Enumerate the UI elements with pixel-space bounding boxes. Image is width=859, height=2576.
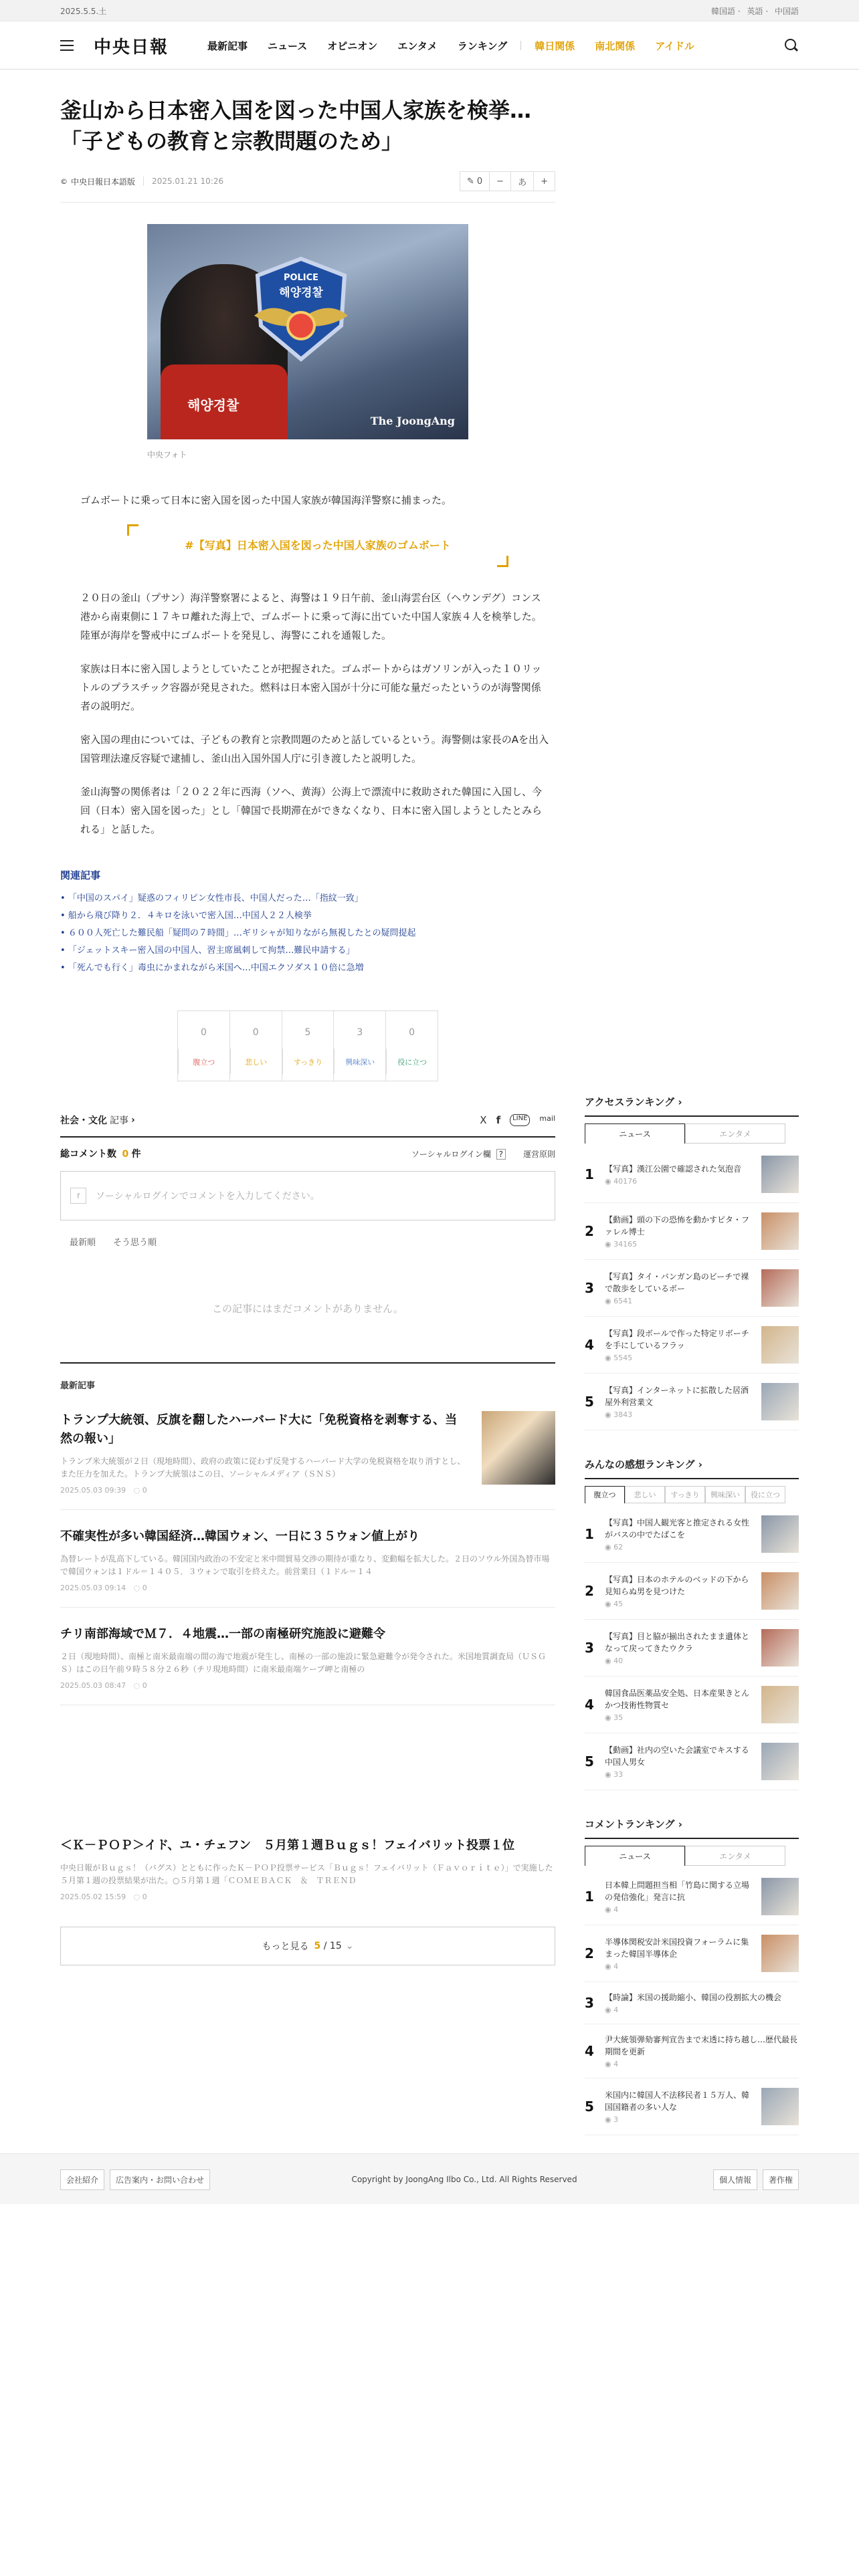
emblem-text-ko: 해양경찰	[279, 286, 323, 300]
emotion-ranking-tabs	[585, 1486, 785, 1503]
comments-empty-message: この記事にはまだコメントがありません。	[60, 1255, 555, 1364]
reaction-label: 興味深い	[334, 1049, 385, 1074]
comment-icon: ◌	[133, 1681, 140, 1690]
rank-title[interactable]: 【動画】社内の空いた会議室でキスする中国人男女	[605, 1745, 749, 1767]
rank-title[interactable]: 【写真】漢江公園で確認された気泡音	[605, 1164, 742, 1174]
rank-text	[605, 1630, 755, 1665]
rank-title[interactable]: 【写真】日本のホテルのベッドの下から見知らぬ男を見つけた	[605, 1575, 749, 1596]
rank-text	[605, 1936, 755, 1971]
rank-views	[605, 1240, 755, 1249]
nav-news[interactable]: ニュース	[268, 39, 308, 52]
article-column	[60, 95, 555, 1965]
article-lead: ゴムボートに乗って日本に密入国を図った中国人家族が韓国海洋警察に捕まった。	[80, 494, 452, 506]
rank-number: 2	[585, 1583, 594, 1599]
rank-view-count: 40	[613, 1656, 624, 1665]
rank-view-count: 3	[613, 2115, 619, 2124]
section-category[interactable]: 社会・文化	[60, 1115, 107, 1126]
comment-icon: ◌	[133, 1486, 140, 1495]
lang-chinese[interactable]: 中国語	[774, 6, 799, 16]
rank-text	[605, 1163, 755, 1186]
rank-view-count: 34165	[613, 1240, 638, 1249]
rank-number: 4	[585, 2043, 594, 2059]
rank-title[interactable]: 尹大統領弾劾審判宣告まで末透に持ち越し…歴代最長期間を更新	[605, 2035, 798, 2056]
photo-vest-text: 해양경찰	[187, 397, 240, 413]
rank-title[interactable]: 【写真】段ボールで作った特定リボーチを手にしているフラッ	[605, 1329, 749, 1350]
copyright-icon: ©	[60, 177, 68, 186]
emblem-text-en: POLICE	[283, 273, 319, 283]
news-item[interactable]	[60, 1411, 555, 1510]
ranking-item[interactable]	[585, 2078, 799, 2135]
total-pages: 15	[329, 1941, 342, 1951]
reaction-count: 0	[409, 1027, 415, 1038]
comment-ranking-list	[585, 1868, 799, 2135]
rank-view-count: 4	[613, 1962, 619, 1971]
article-paragraph: 家族は日本に密入国しようとしていたことが把握された。ゴムボートからはガソリンが入った１０リットルのプラスチック容器が発見された。燃料は日本密入国が十分に可能な量だったというのが海警関係者の説明だ。	[80, 663, 542, 712]
privacy-link[interactable]: 個人情報	[713, 2169, 757, 2190]
rank-title[interactable]: 【写真】インターネットに拡散した居酒屋外利営業文	[605, 1386, 749, 1407]
chevron-down-icon: ⌄	[345, 1941, 354, 1951]
article-tools	[460, 171, 555, 191]
rank-views	[605, 2006, 799, 2014]
article-headline: 釜山から日本密入国を図った中国人家族を検挙…「子どもの教育と宗教問題のため」	[60, 98, 532, 154]
byline	[60, 171, 555, 203]
rank-title[interactable]: 【時論】米国の援助縮小、韓国の役割拡大の機会	[605, 1993, 782, 2002]
news-summary: 為替レートが乱高下している。韓国国内政治の不安定と米中間貿易交渉の期待が重なり、変動幅を拡大した。２日のソウル外国為替市場で韓国ウォンは１ドル＝１４０５．３ウォンで取引を終えた。前営業日（１ドル＝１４	[60, 1554, 550, 1576]
rank-thumbnail[interactable]	[761, 1935, 799, 1972]
rank-text	[605, 2034, 799, 2068]
nav-latest[interactable]: 最新記事	[207, 39, 248, 52]
rank-view-count: 33	[613, 1770, 624, 1779]
rank-text	[605, 1744, 755, 1779]
reaction-sad[interactable]	[229, 1011, 282, 1081]
tab-sad[interactable]: 悲しい	[625, 1486, 665, 1503]
article-source	[60, 176, 135, 187]
photo-caption: 中央フォト	[147, 450, 187, 459]
rank-title[interactable]: 【写真】中国人観光客と推定される女性がバスの中でたばこを	[605, 1518, 750, 1539]
ranking-item[interactable]	[585, 1733, 799, 1790]
news-item[interactable]	[60, 1625, 555, 1705]
rank-title[interactable]: 米国内に韓国人不法移民者１５万人、韓国国籍者の多い人な	[605, 2090, 750, 2112]
comment-count: 0	[476, 176, 483, 187]
access-ranking-tabs	[585, 1123, 785, 1144]
reaction-count: 0	[252, 1027, 259, 1038]
tab-angry[interactable]: 腹立つ	[585, 1486, 625, 1503]
ranking-item[interactable]	[585, 1677, 799, 1733]
lang-korean[interactable]: 韓国語	[711, 6, 736, 16]
rank-view-count: 5545	[613, 1354, 633, 1362]
font-size-label[interactable]: あ	[510, 172, 533, 191]
comment-sort-tabs	[60, 1235, 555, 1248]
ranking-item[interactable]	[585, 1620, 799, 1677]
access-ranking-title[interactable]: アクセスランキング ›	[585, 1095, 799, 1117]
ranking-item[interactable]	[585, 2024, 799, 2078]
rank-view-count: 40176	[613, 1177, 638, 1186]
news-summary: 中央日報がＢｕｇｓ！（バグス）とともに作ったＫ－ＰＯＰ投票サービス「Ｂｕｇｓ！フェイバリット（Ｆａｖｏｒｉｔｅ）」で実施した５月第１週の投票結果が出た。○５月第１週「ＣＯＭＥＢＡＣＫ ＆ ＴＲＥＮＤ	[60, 1863, 553, 1885]
eye-icon: ◉	[605, 1713, 614, 1722]
rank-thumbnail[interactable]	[761, 1269, 799, 1307]
rank-title[interactable]: 【写真】タイ・バンガン島のビーチで裸で散歩をしているボー	[605, 1272, 749, 1293]
news-comment-count: 0	[142, 1584, 147, 1592]
tab-news[interactable]: ニュース	[585, 1846, 685, 1866]
reaction-label: 役に立つ	[386, 1049, 438, 1074]
current-page: 5	[314, 1941, 321, 1951]
news-meta	[60, 1584, 555, 1592]
comment-total-label: 総コメント数	[60, 1149, 116, 1160]
section-row	[60, 1113, 555, 1127]
rank-views	[605, 1770, 755, 1779]
news-summary: トランプ米大統領が２日（現地時間）、政府の政策に従わず反発するハーバード大学の免税資格を取り消すとし、また圧力を加えた。トランプ大統領はこの日、ソーシャルメディア（ＳＮＳ）	[60, 1457, 466, 1479]
rank-number: 5	[585, 1753, 594, 1769]
rank-text	[605, 1271, 755, 1305]
news-title[interactable]: チリ南部海域でＭ７．４地震…一部の南極研究施設に避難令	[60, 1627, 385, 1641]
ranking-item[interactable]	[585, 1982, 799, 2024]
rank-view-count: 6541	[613, 1297, 633, 1305]
ranking-item[interactable]	[585, 1146, 799, 1203]
related-item[interactable]: • 「中国のスパイ」疑惑のフィリピン女性市長、中国人だった…「指紋一致」	[60, 890, 555, 907]
news-title[interactable]: 不確実性が多い韓国経済…韓国ウォン、一日に３５ウォン値上がり	[60, 1529, 420, 1543]
comment-input[interactable]	[60, 1171, 555, 1220]
ranking-item[interactable]	[585, 1203, 799, 1260]
advertising-link[interactable]: 広告案内・お問い合わせ	[110, 2169, 210, 2190]
comment-total	[60, 1147, 141, 1160]
rank-views	[605, 2060, 799, 2068]
x-share-icon[interactable]: X	[480, 1114, 487, 1126]
rank-text	[605, 1327, 755, 1362]
eye-icon: ◉	[605, 1354, 614, 1362]
tab-helpful[interactable]: 役に立つ	[745, 1486, 785, 1503]
comment-icon: ◌	[133, 1893, 140, 1901]
rank-number: 3	[585, 1640, 594, 1656]
source-name: 中央日報日本語版	[71, 177, 136, 187]
ranking-item[interactable]	[585, 1563, 799, 1620]
reaction-refreshing[interactable]	[282, 1011, 334, 1081]
rank-views	[605, 1600, 755, 1608]
eye-icon: ◉	[605, 1297, 614, 1305]
access-ranking-list	[585, 1146, 799, 1430]
emotion-ranking-title[interactable]: みんなの感想ランキング ›	[585, 1457, 799, 1479]
facebook-share-icon[interactable]: f	[496, 1114, 501, 1126]
line-share-icon[interactable]: LINE	[510, 1114, 530, 1126]
rank-view-count: 45	[613, 1600, 624, 1608]
rank-text	[605, 1879, 755, 1914]
rank-thumbnail[interactable]	[761, 1572, 799, 1610]
rank-views	[605, 1713, 755, 1722]
article-paragraph: 密入国の理由については、子どもの教育と宗教問題のためと話しているという。海警側は家長のAを出入国管理法違反容疑で逮捕し、釜山出入国外国人庁に引き渡したと説明した。	[80, 734, 549, 764]
eye-icon: ◉	[605, 1962, 614, 1971]
reaction-helpful[interactable]	[385, 1011, 438, 1081]
article-date: 2025.01.21 10:26	[143, 177, 223, 186]
rank-number: 1	[585, 1166, 594, 1182]
comment-icon: ✎	[466, 176, 474, 187]
reaction-interesting[interactable]	[333, 1011, 385, 1081]
rank-views	[605, 1177, 755, 1186]
ranking-item[interactable]	[585, 1317, 799, 1374]
news-meta	[60, 1681, 555, 1690]
comment-total-unit: 件	[131, 1149, 141, 1160]
news-summary: ２日（現地時間）、南極と南米最南端の間の海で地震が発生し、南極の一部の施設に緊急避難令が発令された。米国地質調査局（ＵＳＧＳ）はこの日午前９時５８分２６秒（チリ現地時間）に南米最南端ケープ岬と南極の	[60, 1652, 547, 1674]
social-login-label: ソーシャルログイン欄	[411, 1149, 491, 1159]
lang-english[interactable]: 英語	[747, 6, 763, 16]
rank-text	[605, 1517, 755, 1551]
rank-thumbnail[interactable]	[761, 1686, 799, 1723]
nav-idol[interactable]: アイドル	[655, 39, 694, 52]
rank-view-count: 4	[613, 2006, 619, 2014]
comments-section	[60, 1136, 555, 1364]
font-decrease-button[interactable]: −	[489, 172, 510, 191]
rank-thumbnail[interactable]	[761, 1515, 799, 1553]
article-body	[80, 491, 549, 839]
more-label: もっと見る	[262, 1941, 309, 1952]
tab-interesting[interactable]: 興味深い	[705, 1486, 745, 1503]
rank-text	[605, 1384, 755, 1419]
rank-thumbnail[interactable]	[761, 1326, 799, 1364]
rank-view-count: 4	[613, 1905, 619, 1914]
news-thumbnail[interactable]	[482, 1411, 555, 1485]
photo-watermark: The JoongAng	[370, 415, 455, 427]
photo-gallery-link[interactable]: #【写真】日本密入国を図った中国人家族のゴムボート	[185, 539, 451, 552]
news-item[interactable]	[60, 1836, 555, 1916]
language-links: 韓国語 · 英語 · 中国語	[711, 6, 799, 16]
sort-latest-tab[interactable]: 最新順	[70, 1238, 96, 1248]
rank-number: 1	[585, 1889, 594, 1905]
news-comment-count: 0	[142, 1681, 147, 1690]
chevron-right-icon: ›	[131, 1115, 135, 1125]
comment-options	[411, 1148, 555, 1160]
nav-inter-korean[interactable]: 南北関係	[595, 39, 636, 52]
rank-view-count: 35	[613, 1713, 624, 1722]
eye-icon: ◉	[605, 1770, 614, 1779]
eye-icon: ◉	[605, 1600, 614, 1608]
rank-view-count: 3843	[613, 1410, 633, 1419]
current-date: 2025.5.5.土	[60, 6, 107, 16]
company-link[interactable]: 会社紹介	[60, 2169, 104, 2190]
site-header	[0, 21, 859, 70]
site-logo[interactable]: 中央日報	[94, 37, 169, 58]
photo-link-box	[127, 524, 508, 567]
article-photo[interactable]	[147, 224, 468, 439]
rank-number: 3	[585, 1280, 594, 1296]
rank-number: 3	[585, 1995, 594, 2011]
related-articles	[60, 868, 555, 977]
ranking-item[interactable]	[585, 1925, 799, 1982]
news-comment-count: 0	[142, 1486, 147, 1495]
tab-refreshing[interactable]: すっきり	[665, 1486, 705, 1503]
coast-guard-emblem	[248, 252, 355, 386]
nav-korea-japan[interactable]: 韓日関係	[535, 39, 575, 52]
reaction-angry[interactable]	[178, 1011, 229, 1081]
comment-ranking-title[interactable]: コメントランキング ›	[585, 1817, 799, 1839]
eye-icon: ◉	[605, 1177, 614, 1186]
rank-thumbnail[interactable]	[761, 1383, 799, 1420]
eye-icon: ◉	[605, 1240, 614, 1249]
rank-text	[605, 1574, 755, 1608]
reaction-count: 0	[200, 1027, 207, 1038]
rank-title[interactable]: 【写真】目と脇が揃出されたまま遺体となって戻ってきたウクラ	[605, 1632, 750, 1653]
sort-agree-tab[interactable]: そう思う順	[113, 1238, 157, 1248]
related-item[interactable]: • 船から飛び降り２．４キロを泳いで密入国…中国人２２人検挙	[60, 907, 555, 925]
rank-thumbnail[interactable]	[761, 1212, 799, 1250]
rank-number: 5	[585, 1394, 594, 1410]
nav-ranking[interactable]: ランキング	[457, 39, 508, 52]
comment-placeholder: ソーシャルログインでコメントを入力してください。	[96, 1191, 320, 1202]
comment-ranking-tabs	[585, 1846, 785, 1866]
ranking-item[interactable]	[585, 1374, 799, 1430]
rank-number: 2	[585, 1223, 594, 1239]
news-title[interactable]: トランプ大統領、反旗を翻したハーバード大に「免税資格を剥奪する、当然の報い」	[60, 1413, 458, 1446]
eye-icon: ◉	[605, 1543, 614, 1551]
rank-thumbnail[interactable]	[761, 2088, 799, 2125]
rank-text	[605, 2089, 755, 2124]
rank-number: 2	[585, 1945, 594, 1961]
comment-icon: ◌	[133, 1584, 140, 1592]
nav-divider	[520, 41, 521, 50]
rank-views	[605, 1354, 755, 1362]
rank-number: 4	[585, 1697, 594, 1713]
news-date: 2025.05.03 09:14	[60, 1584, 126, 1592]
nav-opinion[interactable]: オピニオン	[327, 39, 378, 52]
article-paragraph: ２０日の釜山（プサン）海洋警察署によると、海警は１９日午前、釜山海雲台区（ヘウンデグ）コンス港から南東側に１７キロ離れた海上で、ゴムボートに乗って海に出ていた中国人家族４人を検挙した。陸軍が海岸を警戒中にゴムボートを発見し、海警にこれを通報した。	[80, 592, 542, 641]
rank-thumbnail[interactable]	[761, 1156, 799, 1193]
eye-icon: ◉	[605, 2006, 614, 2014]
related-item[interactable]: • 「死んでも行く」毒虫にかまれながら米国へ…中国エクソダス１０倍に急増	[60, 960, 555, 977]
latest-title: 最新記事	[60, 1381, 96, 1391]
comments-header	[60, 1147, 555, 1160]
copyright-link[interactable]: 著作権	[763, 2169, 799, 2190]
menu-icon[interactable]	[60, 40, 74, 51]
eye-icon: ◉	[605, 1905, 614, 1914]
rank-number: 4	[585, 1337, 594, 1353]
social-login-toggle[interactable]	[411, 1148, 506, 1160]
news-item[interactable]	[60, 1527, 555, 1608]
article-paragraph: 釜山海警の関係者は「２０２２年に西海（ソヘ、黄海）公海上で漂流中に救助された韓国に入国し、今回（日本）密入国を図った」とし「韓国で長期滞在ができなくなり、日本に密入国しようとしたとみられる」と話した。	[80, 786, 543, 835]
rank-view-count: 4	[613, 2060, 619, 2068]
eye-icon: ◉	[605, 2115, 614, 2124]
copyright-text: Copyright by JoongAng Ilbo Co., Ltd. All Rights Reserved	[351, 2175, 577, 2184]
related-item[interactable]: • 「ジェットスキー密入国の中国人、習主席風刺して拘禁…難民申請する」	[60, 942, 555, 960]
more-button[interactable]: もっと見る 5 / 15 ⌄	[60, 1927, 555, 1965]
facebook-login-icon[interactable]: f	[70, 1188, 86, 1204]
ranking-item[interactable]	[585, 1506, 799, 1563]
news-meta	[60, 1486, 466, 1495]
section-suffix: 記事	[110, 1115, 128, 1126]
site-footer	[0, 2153, 859, 2204]
comment-count-button[interactable]	[460, 172, 489, 191]
rank-title[interactable]: 半導体関税安計米国投資フォーラムに集まった韓国半導体企	[605, 1937, 749, 1959]
reaction-label: 悲しい	[230, 1049, 282, 1074]
tab-entertainment[interactable]: エンタメ	[685, 1123, 785, 1144]
nav-entertainment[interactable]: エンタメ	[397, 39, 438, 52]
comment-total-value: 0	[122, 1149, 129, 1160]
rank-text	[605, 1992, 799, 2014]
tab-entertainment[interactable]: エンタメ	[685, 1846, 785, 1866]
news-meta	[60, 1893, 555, 1901]
share-buttons	[480, 1114, 555, 1126]
rank-views	[605, 2115, 755, 2124]
rank-thumbnail[interactable]	[761, 1629, 799, 1667]
reaction-count: 3	[357, 1027, 363, 1038]
latest-articles	[60, 1378, 555, 1965]
news-comment-count: 0	[142, 1893, 147, 1901]
reaction-count: 5	[304, 1027, 311, 1038]
eye-icon: ◉	[605, 2060, 614, 2068]
font-increase-button[interactable]: +	[533, 172, 555, 191]
rank-views	[605, 1962, 755, 1971]
news-date: 2025.05.03 08:47	[60, 1681, 126, 1690]
ranking-item[interactable]	[585, 1260, 799, 1317]
eye-icon: ◉	[605, 1410, 614, 1419]
comment-guidelines-link[interactable]: 運営原則	[522, 1149, 555, 1159]
reaction-label: 腹立つ	[178, 1049, 229, 1074]
ranking-item[interactable]	[585, 1868, 799, 1925]
rank-views	[605, 1297, 755, 1305]
rank-views	[605, 1905, 755, 1914]
rank-view-count: 62	[613, 1543, 624, 1551]
eye-icon: ◉	[605, 1656, 614, 1665]
news-date: 2025.05.03 09:39	[60, 1486, 126, 1495]
related-title: 関連記事	[60, 869, 101, 881]
rank-text	[605, 1214, 755, 1249]
rank-views	[605, 1410, 755, 1419]
news-title[interactable]: ＜Ｋ－ＰＯＰ＞イド、ユ・チェフン ５月第１週Ｂｕｇｓ！フェイバリット投票１位	[60, 1838, 515, 1852]
reaction-label: すっきり	[282, 1049, 334, 1074]
rank-thumbnail[interactable]	[761, 1878, 799, 1915]
help-icon[interactable]: ?	[496, 1149, 506, 1160]
search-icon[interactable]	[784, 38, 799, 53]
rank-views	[605, 1656, 755, 1665]
rank-views	[605, 1543, 755, 1551]
top-strip	[0, 0, 859, 21]
tab-news[interactable]: ニュース	[585, 1123, 685, 1144]
rank-title[interactable]: 【動画】頭の下の恐怖を動かすピタ・ファレル博士	[605, 1215, 750, 1237]
ad-placeholder	[60, 1723, 555, 1836]
rank-title[interactable]: 韓国食品医薬品安全処、日本産果きとんかつ技術性物質セ	[605, 1689, 750, 1710]
rank-number: 5	[585, 2099, 594, 2115]
sidebar	[585, 1095, 799, 2135]
news-date: 2025.05.02 15:59	[60, 1893, 126, 1901]
mail-share-icon[interactable]: mail	[539, 1114, 555, 1123]
rank-title[interactable]: 日本韓上問題担当相「竹島に関する立場の発信強化」発言に抗	[605, 1881, 750, 1902]
rank-text	[605, 1687, 755, 1722]
rank-thumbnail[interactable]	[761, 1743, 799, 1780]
rank-number: 1	[585, 1526, 594, 1542]
related-item[interactable]: • ６００人死亡した難民船「疑問の７時間」…ギリシャが知りながら無視したとの疑問提起	[60, 925, 555, 942]
main-nav	[207, 39, 694, 53]
emotion-ranking-list	[585, 1506, 799, 1790]
reaction-buttons	[177, 1010, 438, 1081]
